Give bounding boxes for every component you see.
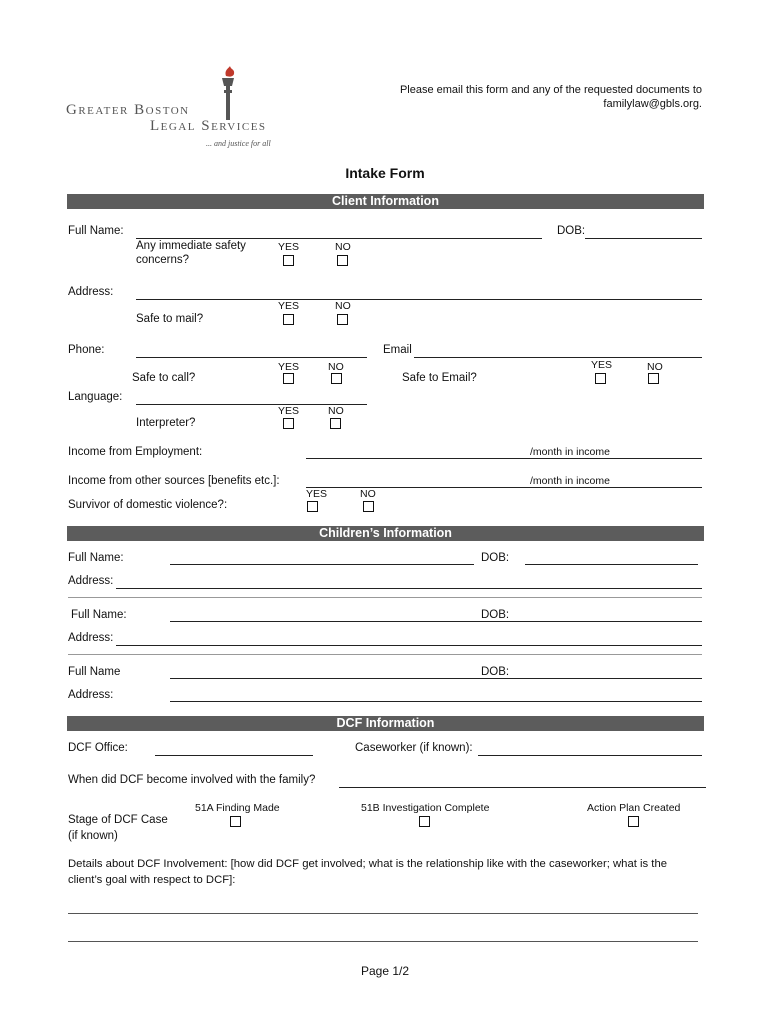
interp-yes-checkbox[interactable] [283,418,294,429]
interp-yes-label: YES [278,405,300,417]
interp-no-checkbox[interactable] [330,418,341,429]
child1-dob-label: DOB: [481,552,510,564]
dv-no-label: NO [360,488,376,500]
survivor-dv-label: Survivor of domestic violence?: [68,499,228,511]
safety-yes-label: YES [278,241,300,253]
child2-full-name-label: Full Name: [71,609,127,621]
client-full-name-label: Full Name: [68,225,124,237]
caseworker-field[interactable] [478,755,702,756]
client-address-label: Address: [68,286,114,298]
org-name-line1: Greater Boston [66,102,190,118]
email-label: Email [383,344,412,356]
income-employment-label: Income from Employment: [68,446,203,458]
mail-yes-label: YES [278,300,300,312]
child1-full-name-label: Full Name: [68,552,124,564]
child3-dob-label: DOB: [481,666,510,678]
child2-address-label: Address: [68,632,114,644]
child3-full-name-field[interactable] [170,678,702,679]
safe-to-email-label: Safe to Email? [402,372,477,384]
child1-address-field-2[interactable] [68,597,702,598]
section-header-client: Client Information [67,194,704,209]
email-no-checkbox[interactable] [648,373,659,384]
mail-yes-checkbox[interactable] [283,314,294,325]
phone-label: Phone: [68,344,105,356]
email-field[interactable] [414,357,702,358]
section-header-children: Children’s Information [67,526,704,541]
child3-address-field[interactable] [170,701,702,702]
email-notice-line1: Please email this form and any of the requested documents to [399,84,702,96]
dcf-details-line1: Details about DCF Involvement: [how did DCF get involved; what is the relationship like with the caseworker; what is the [68,858,668,870]
caseworker-label: Caseworker (if known): [355,742,473,754]
dv-yes-label: YES [306,488,328,500]
child2-address-field-2[interactable] [68,654,702,655]
page-number: Page 1/2 [360,964,410,978]
safe-to-call-label: Safe to call? [132,372,196,384]
safety-yes-checkbox[interactable] [283,255,294,266]
logo [66,66,286,156]
opt-plan-checkbox[interactable] [628,816,639,827]
dcf-involved-field[interactable] [339,787,706,788]
stage-label-line2: (if known) [68,830,118,842]
dv-yes-checkbox[interactable] [307,501,318,512]
call-no-checkbox[interactable] [331,373,342,384]
client-full-name-field[interactable] [136,238,542,239]
safety-no-checkbox[interactable] [337,255,348,266]
mail-no-label: NO [335,300,351,312]
child1-address-field[interactable] [116,588,702,589]
dcf-details-field-2[interactable] [68,941,698,942]
call-yes-checkbox[interactable] [283,373,294,384]
child2-full-name-field[interactable] [170,621,702,622]
income-employment-field[interactable] [306,458,702,459]
org-name-line2: Legal Services [150,118,267,134]
dv-no-checkbox[interactable] [363,501,374,512]
opt-51a-checkbox[interactable] [230,816,241,827]
child3-address-label: Address: [68,689,114,701]
opt-plan-label: Action Plan Created [587,802,681,814]
org-tagline: ... and justice for all [206,139,271,148]
opt-51a-label: 51A Finding Made [195,802,280,814]
child1-address-label: Address: [68,575,114,587]
child2-dob-label: DOB: [481,609,510,621]
language-label: Language: [68,391,123,403]
opt-51b-label: 51B Investigation Complete [361,802,490,814]
dcf-office-label: DCF Office: [68,742,128,754]
torch-icon [216,66,240,122]
client-dob-label: DOB: [557,225,586,237]
email-yes-label: YES [591,359,613,371]
income-other-unit: /month in income [530,475,610,487]
income-other-label: Income from other sources [benefits etc.]: [68,475,280,487]
section-header-dcf: DCF Information [67,716,704,731]
client-address-field[interactable] [136,299,702,300]
dcf-office-field[interactable] [155,755,313,756]
mail-no-checkbox[interactable] [337,314,348,325]
call-yes-label: YES [278,361,300,373]
child2-address-field[interactable] [116,645,702,646]
safety-label-line2: concerns? [136,254,190,266]
dcf-details-field-1[interactable] [68,913,698,914]
interp-no-label: NO [328,405,344,417]
income-employment-unit: /month in income [530,446,610,458]
dcf-involved-label: When did DCF become involved with the family? [68,774,316,786]
interpreter-label: Interpreter? [136,417,196,429]
child3-full-name-label: Full Name [68,666,121,678]
email-yes-checkbox[interactable] [595,373,606,384]
client-dob-field[interactable] [585,238,702,239]
phone-field[interactable] [136,357,367,358]
email-no-label: NO [647,361,663,373]
email-notice-line2: familylaw@gbls.org. [603,98,702,110]
stage-label-line1: Stage of DCF Case [68,814,168,826]
dcf-details-line2: client’s goal with respect to DCF]: [68,874,236,886]
child1-full-name-field[interactable] [170,564,474,565]
safety-label-line1: Any immediate safety [136,240,246,252]
call-no-label: NO [328,361,344,373]
safe-to-mail-label: Safe to mail? [136,313,204,325]
safety-no-label: NO [335,241,351,253]
page-title: Intake Form [345,165,425,181]
opt-51b-checkbox[interactable] [419,816,430,827]
child1-dob-field[interactable] [525,564,698,565]
